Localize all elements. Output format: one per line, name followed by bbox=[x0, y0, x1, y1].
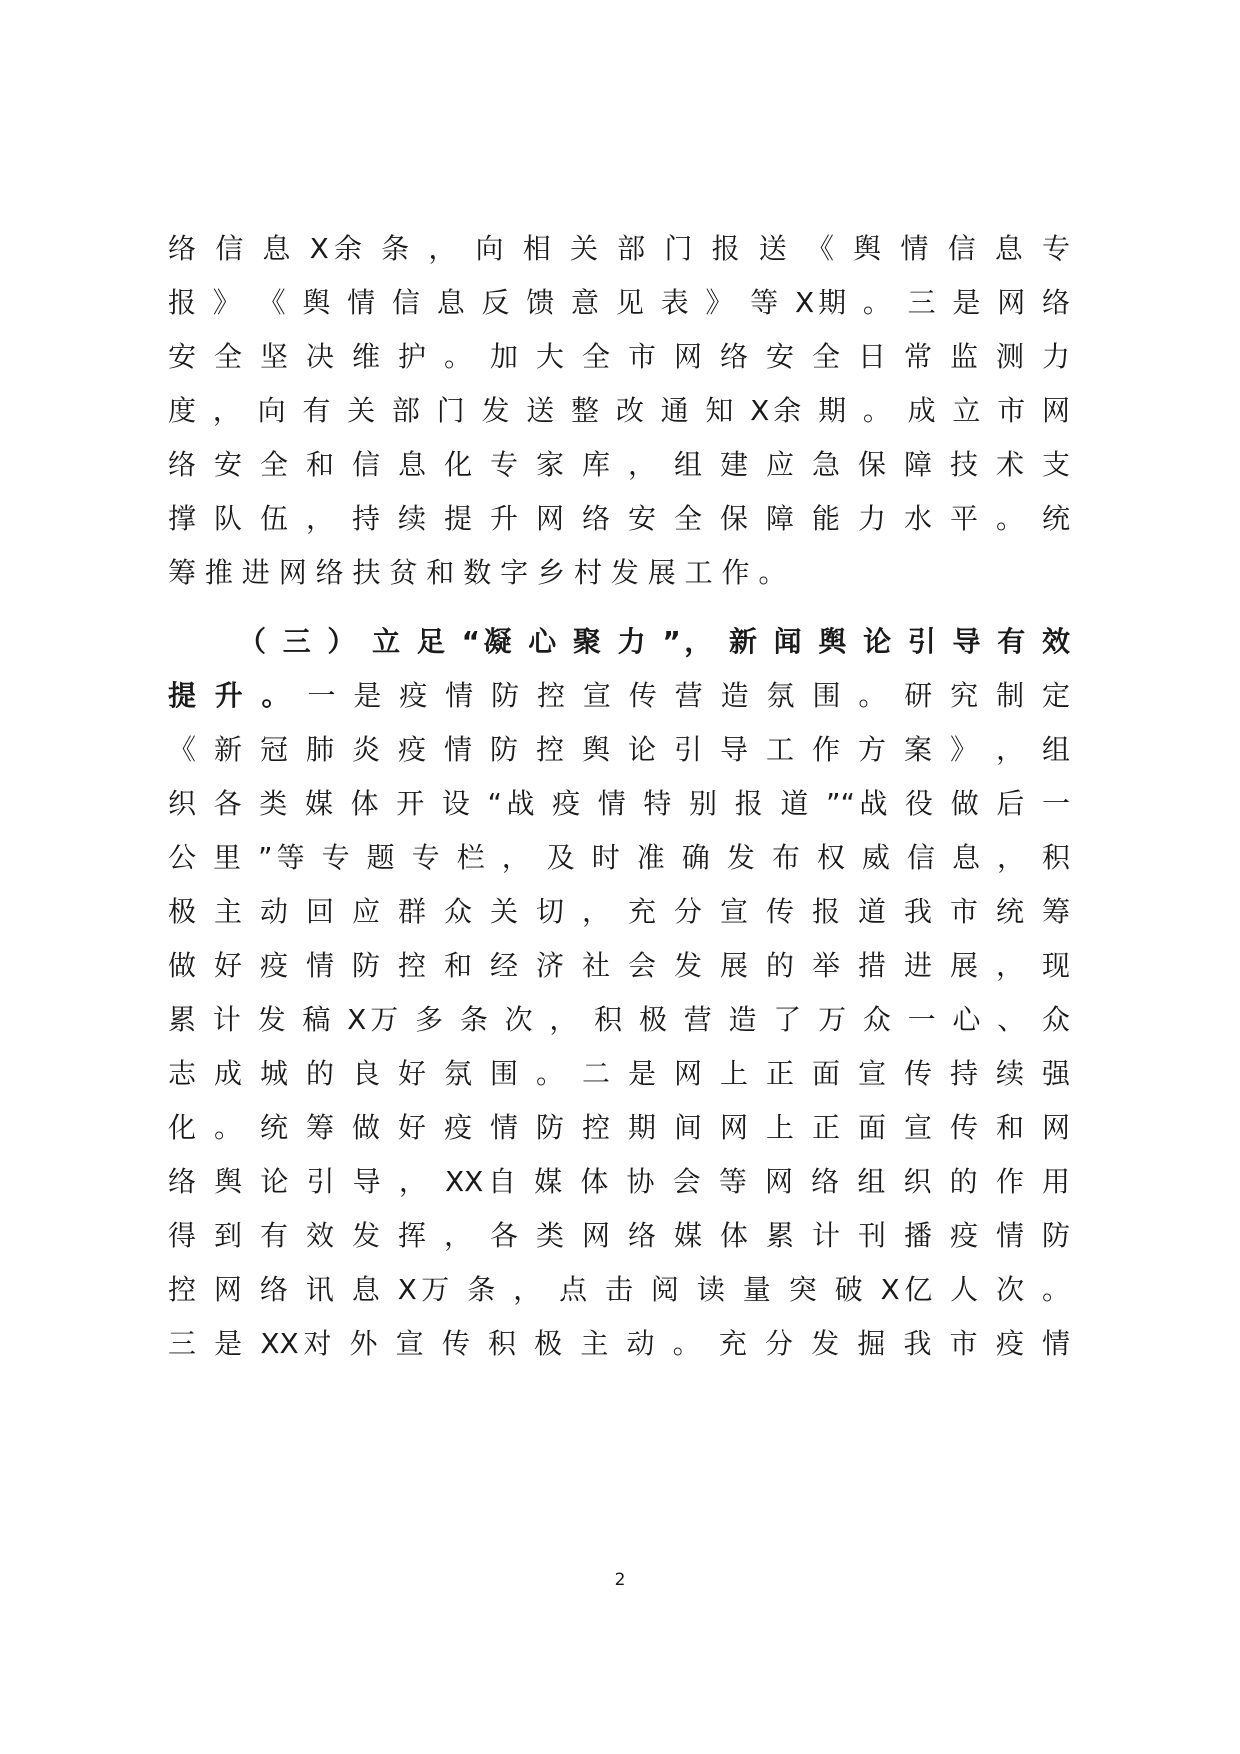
paragraph-line: 络 信 息 X余 条 ， 向 相 关 部 门 报 送 《 舆 情 信 息 专 bbox=[168, 232, 1070, 265]
page-number: 2 bbox=[614, 1570, 626, 1590]
paragraph-line: 公 里 ”等 专 题 专 栏 ， 及 时 准 确 发 布 权 威 信 息 ， 积 bbox=[168, 841, 1070, 874]
paragraph-line: 控 网 络 讯 息 X万 条 ， 点 击 阅 读 量 突 破 X亿 人 次 。 bbox=[168, 1273, 1070, 1306]
paragraph-line: 《 新 冠 肺 炎 疫 情 防 控 舆 论 引 导 工 作 方 案 》 ， 组 bbox=[168, 733, 1070, 766]
section-heading-end: 提 升 。 bbox=[168, 679, 295, 712]
section-heading-continuation bbox=[168, 676, 1070, 716]
paragraph-line: 化 。 统 筹 做 好 疫 情 防 控 期 间 网 上 正 面 宣 传 和 网 bbox=[168, 1111, 1070, 1144]
paragraph-line: 撑 队 伍 ， 持 续 提 升 网 络 安 全 保 障 能 力 水 平 。 统 bbox=[168, 502, 1070, 535]
paragraph-line: 三 是 XX对 外 宣 传 积 极 主 动 。 充 分 发 掘 我 市 疫 情 bbox=[168, 1327, 1070, 1360]
paragraph-line: 络 安 全 和 信 息 化 专 家 库 ， 组 建 应 急 保 障 技 术 支 bbox=[168, 448, 1070, 481]
paragraph-line: 累 计 发 稿 X万 多 条 次 ， 积 极 营 造 了 万 众 一 心 、 众 bbox=[168, 1003, 1070, 1036]
paragraph-line: 络 舆 论 引 导 ， XX自 媒 体 协 会 等 网 络 组 织 的 作 用 bbox=[168, 1165, 1070, 1198]
paragraph-line: 做 好 疫 情 防 控 和 经 济 社 会 发 展 的 举 措 进 展 ， 现 bbox=[168, 949, 1070, 982]
paragraph-text: 一 是 疫 情 防 控 宣 传 营 造 氛 围 。 研 究 制 定 bbox=[307, 679, 1070, 712]
paragraph-line: 织 各 类 媒 体 开 设 “战 疫 情 特 别 报 道 ”“战 役 做 后 一 bbox=[168, 787, 1070, 820]
paragraph-line: 得 到 有 效 发 挥 ， 各 类 网 络 媒 体 累 计 刊 播 疫 情 防 bbox=[168, 1219, 1070, 1252]
paragraph-line: 报 》 《 舆 情 信 息 反 馈 意 见 表 》 等 X期 。 三 是 网 络 bbox=[168, 286, 1070, 319]
paragraph-line: 极 主 动 回 应 群 众 关 切 ， 充 分 宣 传 报 道 我 市 统 筹 bbox=[168, 895, 1070, 928]
paragraph-line: 度 ， 向 有 关 部 门 发 送 整 改 通 知 X余 期 。 成 立 市 网 bbox=[168, 394, 1070, 427]
section-heading: （ 三 ） 立 足 “凝 心 聚 力 ”， 新 闻 舆 论 引 导 有 效 bbox=[238, 625, 1070, 658]
paragraph-line: 安 全 坚 决 维 护 。 加 大 全 市 网 络 安 全 日 常 监 测 力 bbox=[168, 340, 1070, 373]
paragraph-line: 筹 推 进 网 络 扶 贫 和 数 字 乡 村 发 展 工 作 。 bbox=[168, 556, 787, 589]
paragraph-line: 志 成 城 的 良 好 氛 围 。 二 是 网 上 正 面 宣 传 持 续 强 bbox=[168, 1057, 1070, 1090]
